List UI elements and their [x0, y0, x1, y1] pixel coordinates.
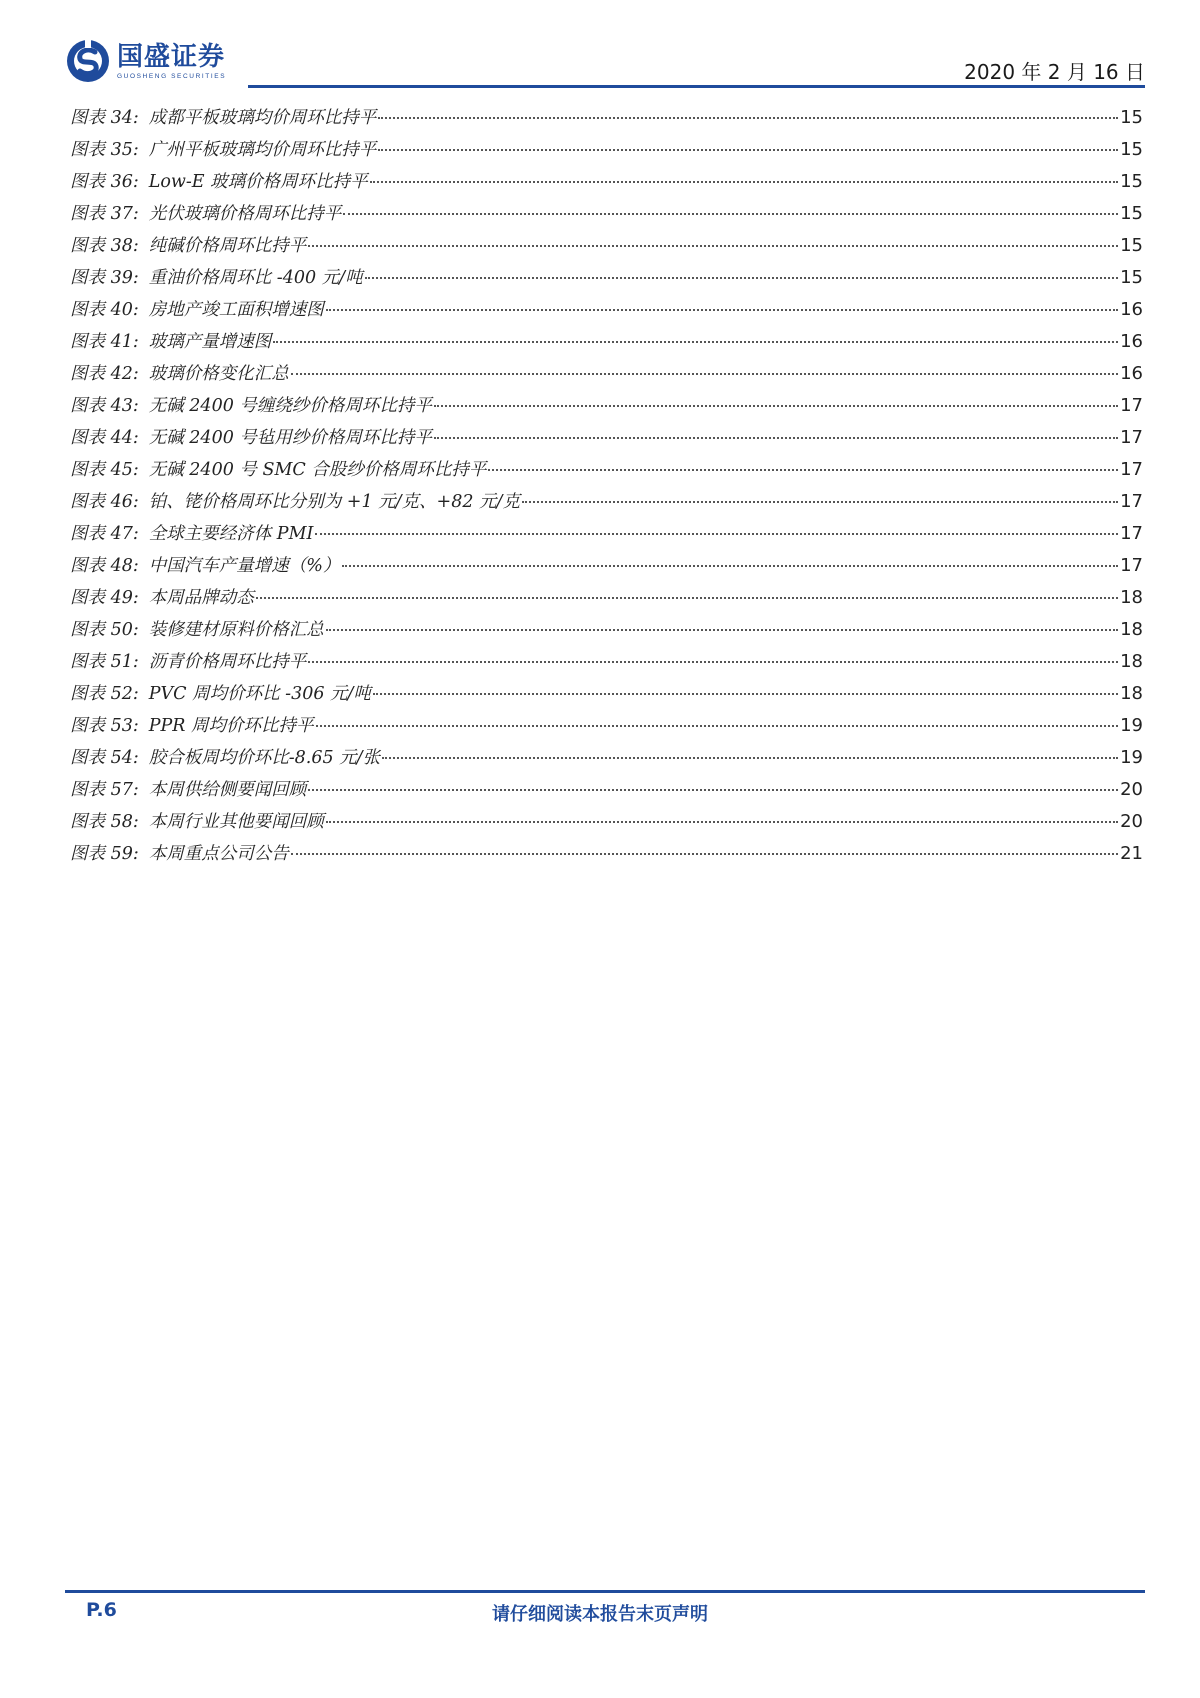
toc-entry-title: 本周行业其他要闻回顾	[148, 812, 324, 832]
toc-dot-leader	[378, 149, 1118, 151]
toc-entry-title: 光伏玻璃价格周环比持平	[148, 204, 342, 224]
toc-entry-page: 16	[1120, 363, 1143, 384]
toc-entry-page: 15	[1120, 171, 1143, 192]
toc-entry-title: 本周品牌动态	[148, 588, 254, 608]
toc-entry-page: 17	[1120, 523, 1143, 544]
toc-entry-page: 19	[1120, 747, 1143, 768]
toc-dot-leader	[326, 629, 1118, 631]
toc-entry-title: 本周供给侧要闻回顾	[148, 780, 307, 800]
toc-entry-title: 纯碱价格周环比持平	[148, 236, 307, 256]
toc-entry-label: 图表 39:	[70, 268, 139, 288]
toc-entry-label: 图表 35:	[70, 140, 139, 160]
toc-dot-leader	[308, 789, 1118, 791]
toc-dot-leader	[343, 213, 1118, 215]
toc-entry[interactable]	[70, 616, 1143, 648]
brand-name-cn: 国盛证券	[117, 41, 226, 72]
toc-dot-leader	[316, 725, 1119, 727]
toc-entry-label: 图表 44:	[70, 428, 139, 448]
toc-dot-leader	[365, 277, 1119, 279]
toc-entry-page: 20	[1120, 779, 1143, 800]
toc-entry-title: 沥青价格周环比持平	[148, 652, 307, 672]
guosheng-logo-icon	[65, 38, 111, 84]
toc-entry-title: 装修建材原料价格汇总	[148, 620, 324, 640]
toc-entry-page: 18	[1120, 651, 1143, 672]
toc-entry[interactable]	[70, 296, 1143, 328]
toc-entry[interactable]	[70, 488, 1143, 520]
toc-entry-title: 玻璃产量增速图	[148, 332, 272, 352]
toc-entry-title: 全球主要经济体 PMI	[148, 524, 314, 544]
header-divider	[248, 85, 1145, 88]
toc-entry[interactable]	[70, 328, 1143, 360]
toc-dot-leader	[273, 341, 1118, 343]
toc-entry-label: 图表 45:	[70, 460, 139, 480]
toc-entry-title: 铂、铑价格周环比分别为 +1 元/克、+82 元/克	[148, 492, 520, 512]
toc-entry[interactable]	[70, 744, 1143, 776]
toc-entry-page: 15	[1120, 235, 1143, 256]
toc-dot-leader	[308, 661, 1118, 663]
page-number: P.6	[86, 1599, 117, 1621]
toc-entry[interactable]	[70, 264, 1143, 296]
page-header	[65, 38, 1145, 88]
toc-entry-label: 图表 48:	[70, 556, 139, 576]
toc-entry-page: 17	[1120, 491, 1143, 512]
toc-entry-title: 无碱 2400 号 SMC 合股纱价格周环比持平	[148, 460, 487, 480]
toc-entry[interactable]	[70, 232, 1143, 264]
toc-entry-label: 图表 43:	[70, 396, 139, 416]
toc-entry-page: 18	[1120, 619, 1143, 640]
toc-entry-title: PVC 周均价环比 -306 元/吨	[148, 684, 371, 704]
toc-entry-page: 17	[1120, 395, 1143, 416]
report-date: 2020 年 2 月 16 日	[964, 60, 1145, 84]
toc-entry[interactable]	[70, 584, 1143, 616]
toc-dot-leader	[342, 565, 1118, 567]
toc-entry-label: 图表 42:	[70, 364, 139, 384]
toc-entry-page: 17	[1120, 459, 1143, 480]
toc-entry-label: 图表 53:	[70, 716, 139, 736]
toc-dot-leader	[256, 597, 1118, 599]
toc-entry[interactable]	[70, 360, 1143, 392]
toc-entry[interactable]	[70, 552, 1143, 584]
toc-entry-title: 玻璃价格变化汇总	[148, 364, 289, 384]
toc-entry-title: Low-E 玻璃价格周环比持平	[148, 172, 368, 192]
toc-entry-title: 成都平板玻璃均价周环比持平	[148, 108, 377, 128]
toc-entry-title: 房地产竣工面积增速图	[148, 300, 324, 320]
toc-entry-title: PPR 周均价环比持平	[148, 716, 314, 736]
toc-entry[interactable]	[70, 104, 1143, 136]
brand-logo	[65, 38, 226, 84]
toc-entry-page: 18	[1120, 683, 1143, 704]
toc-dot-leader	[488, 469, 1118, 471]
toc-dot-leader	[434, 437, 1118, 439]
toc-entry-title: 无碱 2400 号缠绕纱价格周环比持平	[148, 396, 432, 416]
toc-entry[interactable]	[70, 200, 1143, 232]
toc-entry[interactable]	[70, 648, 1143, 680]
toc-dot-leader	[291, 373, 1118, 375]
toc-entry-page: 17	[1120, 555, 1143, 576]
toc-entry[interactable]	[70, 776, 1143, 808]
toc-entry-label: 图表 57:	[70, 780, 139, 800]
toc-entry[interactable]	[70, 456, 1143, 488]
toc-dot-leader	[378, 117, 1118, 119]
toc-entry-label: 图表 38:	[70, 236, 139, 256]
toc-dot-leader	[326, 309, 1118, 311]
toc-entry[interactable]	[70, 712, 1143, 744]
toc-entry-label: 图表 37:	[70, 204, 139, 224]
toc-entry[interactable]	[70, 424, 1143, 456]
toc-entry-label: 图表 50:	[70, 620, 139, 640]
toc-entry-page: 21	[1120, 843, 1143, 864]
toc-entry-label: 图表 36:	[70, 172, 139, 192]
toc-entry[interactable]	[70, 520, 1143, 552]
toc-entry[interactable]	[70, 136, 1143, 168]
toc-entry-page: 18	[1120, 587, 1143, 608]
toc-entry-title: 无碱 2400 号毡用纱价格周环比持平	[148, 428, 432, 448]
toc-dot-leader	[315, 533, 1118, 535]
toc-entry-label: 图表 47:	[70, 524, 139, 544]
figure-index-list	[70, 104, 1143, 872]
toc-entry-title: 中国汽车产量增速（%）	[148, 556, 341, 576]
toc-entry-label: 图表 49:	[70, 588, 139, 608]
toc-entry[interactable]	[70, 680, 1143, 712]
toc-entry-title: 广州平板玻璃均价周环比持平	[148, 140, 377, 160]
toc-entry-title: 本周重点公司公告	[148, 844, 289, 864]
toc-entry-label: 图表 52:	[70, 684, 139, 704]
toc-entry-label: 图表 54:	[70, 748, 139, 768]
toc-entry-label: 图表 59:	[70, 844, 139, 864]
brand-name-en: GUOSHENG SECURITIES	[117, 72, 227, 80]
toc-dot-leader	[373, 693, 1118, 695]
toc-dot-leader	[308, 245, 1118, 247]
toc-entry-title: 胶合板周均价环比-8.65 元/张	[148, 748, 381, 768]
footer-divider	[65, 1590, 1145, 1593]
toc-entry-label: 图表 34:	[70, 108, 139, 128]
toc-entry[interactable]	[70, 168, 1143, 200]
toc-entry[interactable]	[70, 392, 1143, 424]
toc-entry-label: 图表 58:	[70, 812, 139, 832]
toc-entry-page: 17	[1120, 427, 1143, 448]
toc-dot-leader	[370, 181, 1118, 183]
toc-dot-leader	[291, 853, 1118, 855]
disclaimer-note: 请仔细阅读本报告末页声明	[492, 1604, 708, 1625]
toc-entry-label: 图表 40:	[70, 300, 139, 320]
toc-dot-leader	[434, 405, 1118, 407]
toc-entry-title: 重油价格周环比 -400 元/吨	[148, 268, 363, 288]
toc-dot-leader	[326, 821, 1118, 823]
toc-entry-page: 15	[1120, 139, 1143, 160]
toc-entry-page: 19	[1120, 715, 1143, 736]
toc-entry-label: 图表 41:	[70, 332, 139, 352]
toc-entry-page: 15	[1120, 267, 1143, 288]
toc-entry[interactable]	[70, 808, 1143, 840]
toc-dot-leader	[522, 501, 1118, 503]
toc-entry-page: 15	[1120, 203, 1143, 224]
toc-entry-label: 图表 51:	[70, 652, 139, 672]
toc-entry-label: 图表 46:	[70, 492, 139, 512]
toc-entry-page: 16	[1120, 331, 1143, 352]
toc-entry[interactable]	[70, 840, 1143, 872]
toc-entry-page: 16	[1120, 299, 1143, 320]
toc-dot-leader	[382, 757, 1118, 759]
toc-entry-page: 15	[1120, 107, 1143, 128]
toc-entry-page: 20	[1120, 811, 1143, 832]
